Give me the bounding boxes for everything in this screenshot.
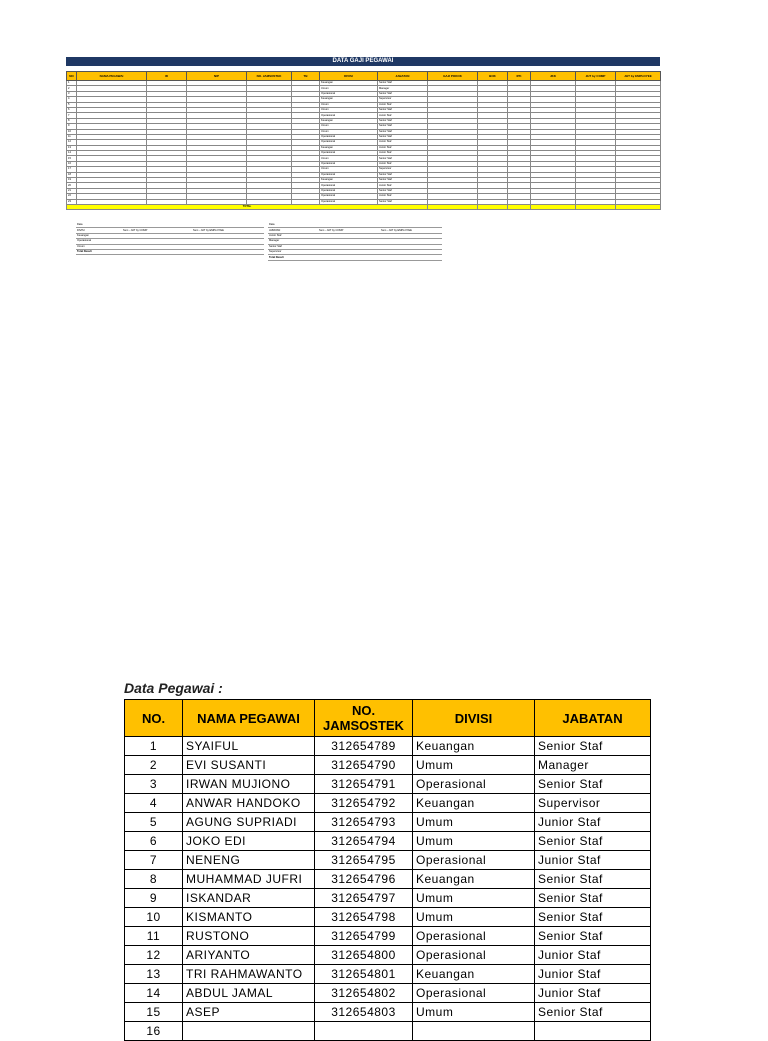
payroll-total-label: TOTAL	[67, 204, 428, 209]
table-cell: Senior Staf	[378, 178, 428, 183]
table-cell: 2	[125, 756, 183, 775]
table-cell: 13	[125, 965, 183, 984]
table-cell: 312654797	[315, 889, 413, 908]
table-cell: Umum	[320, 156, 378, 161]
table-cell: Junior Staf	[535, 813, 651, 832]
table-row	[125, 870, 651, 889]
table-cell: ASEP	[183, 1003, 315, 1022]
table-cell: Umum	[413, 1003, 535, 1022]
table-cell: ARIYANTO	[183, 946, 315, 965]
pivot-cell: Total Result	[76, 249, 122, 254]
pivot-cell: Junior Staf	[268, 233, 318, 238]
pivot-cell	[318, 255, 380, 260]
table-cell: Operasional	[320, 172, 378, 177]
table-cell: Junior Staf	[535, 965, 651, 984]
table-cell: Senior Staf	[535, 737, 651, 756]
table-cell: Keuangan	[413, 870, 535, 889]
table-cell: 312654798	[315, 908, 413, 927]
table-cell: Senior Staf	[378, 91, 428, 96]
table-row	[125, 813, 651, 832]
table-cell	[478, 204, 508, 209]
pivot-cell: Sum - JHT by EMPLOYEE	[192, 228, 264, 233]
table-row	[125, 1003, 651, 1022]
table-cell: Operasional	[320, 91, 378, 96]
pivot-cell	[192, 249, 264, 254]
table-cell: Operasional	[413, 775, 535, 794]
payroll-column-header: DIVISI	[320, 72, 378, 81]
table-cell: Junior Staf	[378, 194, 428, 199]
table-cell: 312654791	[315, 775, 413, 794]
table-cell: 12	[125, 946, 183, 965]
table-cell: Junior Staf	[378, 183, 428, 188]
table-cell: 11	[125, 927, 183, 946]
table-cell: Keuangan	[413, 737, 535, 756]
table-cell: SYAIFUL	[183, 737, 315, 756]
table-cell: 20	[67, 183, 77, 188]
table-cell: 5	[67, 102, 77, 107]
table-cell: 10	[67, 129, 77, 134]
payroll-column-header: NAMA PEGAWAI	[77, 72, 147, 81]
employee-data-caption: Data Pegawai :	[124, 680, 223, 696]
table-cell: 18	[67, 172, 77, 177]
table-cell: ABDUL JAMAL	[183, 984, 315, 1003]
table-cell: 15	[125, 1003, 183, 1022]
table-cell: 4	[67, 97, 77, 102]
payroll-column-header: JKK	[531, 72, 576, 81]
table-cell: 21	[67, 188, 77, 193]
table-cell: 312654803	[315, 1003, 413, 1022]
table-cell: Keuangan	[320, 81, 378, 86]
table-cell: Junior Staf	[535, 946, 651, 965]
table-cell: Senior Staf	[378, 129, 428, 134]
table-cell: Operasional	[320, 161, 378, 166]
payroll-column-header: NIP	[187, 72, 247, 81]
table-cell: Umum	[413, 813, 535, 832]
table-cell	[413, 1022, 535, 1041]
pivot-cell: Manager	[268, 239, 318, 244]
table-cell: 7	[125, 851, 183, 870]
table-cell: 15	[67, 156, 77, 161]
payroll-title: DATA GAJI PEGAWAI	[66, 57, 660, 66]
table-cell: 9	[125, 889, 183, 908]
pivot-table-jabatan	[268, 223, 442, 261]
table-cell: Operasional	[320, 199, 378, 204]
payroll-column-header: IPK	[508, 72, 531, 81]
table-cell: Keuangan	[320, 178, 378, 183]
table-cell: 312654796	[315, 870, 413, 889]
table-cell: 312654794	[315, 832, 413, 851]
table-row	[125, 756, 651, 775]
pivot-cell: DIVISI	[76, 228, 122, 233]
table-cell: Senior Staf	[535, 889, 651, 908]
table-cell: Senior Staf	[378, 134, 428, 139]
pivot-cell: Sum - JHT by COMP	[318, 228, 380, 233]
table-cell: 312654800	[315, 946, 413, 965]
table-row	[125, 889, 651, 908]
table-cell: RUSTONO	[183, 927, 315, 946]
table-cell: Operasional	[413, 946, 535, 965]
table-cell: 11	[67, 134, 77, 139]
table-cell: Senior Staf	[535, 927, 651, 946]
table-cell: Operasional	[320, 140, 378, 145]
employee-header-row	[125, 700, 651, 737]
table-row	[125, 851, 651, 870]
employee-column-header: NO. JAMSOSTEK	[315, 700, 413, 737]
table-cell: 22	[67, 194, 77, 199]
table-cell: 2	[67, 86, 77, 91]
table-row	[125, 965, 651, 984]
table-cell: 8	[67, 118, 77, 123]
table-cell: 5	[125, 813, 183, 832]
table-cell: Senior Staf	[378, 172, 428, 177]
table-cell: 1	[67, 81, 77, 86]
table-row	[125, 984, 651, 1003]
table-cell: Senior Staf	[535, 908, 651, 927]
table-cell: Supervisor	[535, 794, 651, 813]
table-cell: 312654799	[315, 927, 413, 946]
table-cell: Operasional	[413, 984, 535, 1003]
table-cell: Umum	[413, 832, 535, 851]
payroll-column-header: BOK	[478, 72, 508, 81]
table-cell: 17	[67, 167, 77, 172]
table-cell: 16	[125, 1022, 183, 1041]
table-cell: Umum	[320, 86, 378, 91]
table-cell: Junior Staf	[378, 140, 428, 145]
employee-table	[124, 699, 651, 1041]
payroll-column-header: JHT by COMP	[576, 72, 616, 81]
employee-column-header: NO.	[125, 700, 183, 737]
table-cell: Operasional	[320, 183, 378, 188]
table-cell: Manager	[535, 756, 651, 775]
table-cell: 16	[67, 161, 77, 166]
payroll-column-header: NO	[67, 72, 77, 81]
pivot-total-row	[268, 255, 442, 260]
table-cell: Keuangan	[320, 97, 378, 102]
table-cell: 6	[67, 107, 77, 112]
table-cell: Junior Staf	[378, 151, 428, 156]
table-cell: 14	[125, 984, 183, 1003]
table-cell: Umum	[320, 167, 378, 172]
table-cell: 3	[125, 775, 183, 794]
table-cell: 3	[67, 91, 77, 96]
table-cell: Junior Staf	[535, 984, 651, 1003]
table-row	[125, 927, 651, 946]
pivot-cell: Supervisor	[268, 249, 318, 254]
table-cell: Umum	[413, 889, 535, 908]
table-cell	[531, 204, 576, 209]
payroll-column-header: TB	[292, 72, 320, 81]
table-cell: 8	[125, 870, 183, 889]
pivot-cell: JABATAN	[268, 228, 318, 233]
pivot-cell	[380, 255, 442, 260]
payroll-column-header: NO. JAMSOSTEK	[247, 72, 292, 81]
table-cell: 23	[67, 199, 77, 204]
pivot-cell: Data	[268, 223, 318, 228]
pivot-table-divisi	[76, 223, 264, 255]
table-cell: 9	[67, 124, 77, 129]
payroll-column-header: GAJI POKOK	[428, 72, 478, 81]
table-cell: Supervisor	[378, 167, 428, 172]
table-cell: 19	[67, 178, 77, 183]
table-cell: Umum	[413, 756, 535, 775]
table-cell: 13	[67, 145, 77, 150]
table-cell: ISKANDAR	[183, 889, 315, 908]
table-cell: Supervisor	[378, 97, 428, 102]
pivot-cell: Total Result	[268, 255, 318, 260]
table-cell: Senior Staf	[378, 118, 428, 123]
table-row	[125, 832, 651, 851]
table-cell: Keuangan	[320, 118, 378, 123]
table-cell: Operasional	[320, 188, 378, 193]
table-cell	[428, 204, 478, 209]
pivot-cell: Senior Staf	[268, 244, 318, 249]
table-cell: 10	[125, 908, 183, 927]
table-cell: MUHAMMAD JUFRI	[183, 870, 315, 889]
table-cell: Junior Staf	[378, 145, 428, 150]
table-cell: Senior Staf	[378, 188, 428, 193]
pivot-cell: Operasional	[76, 239, 122, 244]
table-cell: Senior Staf	[535, 832, 651, 851]
payroll-column-header: ID	[147, 72, 187, 81]
table-cell: Operasional	[320, 194, 378, 199]
table-cell: 312654795	[315, 851, 413, 870]
table-cell: Senior Staf	[378, 156, 428, 161]
table-cell: EVI SUSANTI	[183, 756, 315, 775]
table-cell: Operasional	[320, 134, 378, 139]
table-cell: Senior Staf	[378, 199, 428, 204]
table-cell: 1	[125, 737, 183, 756]
table-cell: 312654790	[315, 756, 413, 775]
table-cell: JOKO EDI	[183, 832, 315, 851]
payroll-column-header: JABATAN	[378, 72, 428, 81]
payroll-column-header: JHT by EMPLOYEE	[616, 72, 661, 81]
pivot-total-row	[76, 249, 264, 254]
table-cell: 312654789	[315, 737, 413, 756]
pivot-cell: Umum	[76, 244, 122, 249]
pivot-cell: Keuangan	[76, 233, 122, 238]
table-cell: Senior Staf	[378, 107, 428, 112]
table-cell	[315, 1022, 413, 1041]
table-cell: Operasional	[320, 113, 378, 118]
table-row	[125, 946, 651, 965]
table-cell: Umum	[320, 102, 378, 107]
table-cell: ANWAR HANDOKO	[183, 794, 315, 813]
table-cell: Senior Staf	[535, 775, 651, 794]
table-cell: Junior Staf	[535, 851, 651, 870]
pivot-cell: Sum - JHT by EMPLOYEE	[380, 228, 442, 233]
table-cell: Senior Staf	[378, 81, 428, 86]
table-cell: Junior Staf	[378, 113, 428, 118]
table-row	[125, 908, 651, 927]
table-cell: Senior Staf	[535, 1003, 651, 1022]
payroll-header-row	[67, 72, 661, 81]
table-cell: TRI RAHMAWANTO	[183, 965, 315, 984]
table-row	[125, 1022, 651, 1041]
table-cell: Umum	[320, 107, 378, 112]
payroll-total-row	[67, 204, 661, 209]
employee-column-header: DIVISI	[413, 700, 535, 737]
table-cell: 4	[125, 794, 183, 813]
table-cell: Operasional	[413, 851, 535, 870]
table-cell: KISMANTO	[183, 908, 315, 927]
table-row	[125, 775, 651, 794]
table-cell	[508, 204, 531, 209]
table-cell: 14	[67, 151, 77, 156]
table-cell: AGUNG SUPRIADI	[183, 813, 315, 832]
pivot-cell	[122, 249, 192, 254]
table-cell: 12	[67, 140, 77, 145]
pivot-cell: Sum - JHT by COMP	[122, 228, 192, 233]
table-cell: Operasional	[320, 151, 378, 156]
table-cell: NENENG	[183, 851, 315, 870]
table-cell: Junior Staf	[378, 102, 428, 107]
table-cell	[576, 204, 616, 209]
employee-column-header: NAMA PEGAWAI	[183, 700, 315, 737]
table-row	[125, 794, 651, 813]
table-cell: Senior Staf	[378, 124, 428, 129]
table-cell: Keuangan	[413, 965, 535, 984]
table-cell: 6	[125, 832, 183, 851]
table-cell: Umum	[320, 129, 378, 134]
table-cell: 312654801	[315, 965, 413, 984]
table-cell: 312654793	[315, 813, 413, 832]
table-cell: 312654802	[315, 984, 413, 1003]
table-cell: Keuangan	[413, 794, 535, 813]
table-cell	[616, 204, 661, 209]
table-cell: Umum	[320, 124, 378, 129]
table-cell: Umum	[413, 908, 535, 927]
table-cell: 312654792	[315, 794, 413, 813]
table-cell	[183, 1022, 315, 1041]
pivot-cell: Data	[76, 223, 122, 228]
table-cell: Operasional	[413, 927, 535, 946]
table-cell: Manager	[378, 86, 428, 91]
table-cell: 7	[67, 113, 77, 118]
table-cell: Keuangan	[320, 145, 378, 150]
employee-column-header: JABATAN	[535, 700, 651, 737]
table-cell	[535, 1022, 651, 1041]
table-cell: Junior Staf	[378, 161, 428, 166]
table-cell: IRWAN MUJIONO	[183, 775, 315, 794]
table-row	[125, 737, 651, 756]
table-cell: Senior Staf	[535, 870, 651, 889]
payroll-table	[66, 71, 661, 210]
